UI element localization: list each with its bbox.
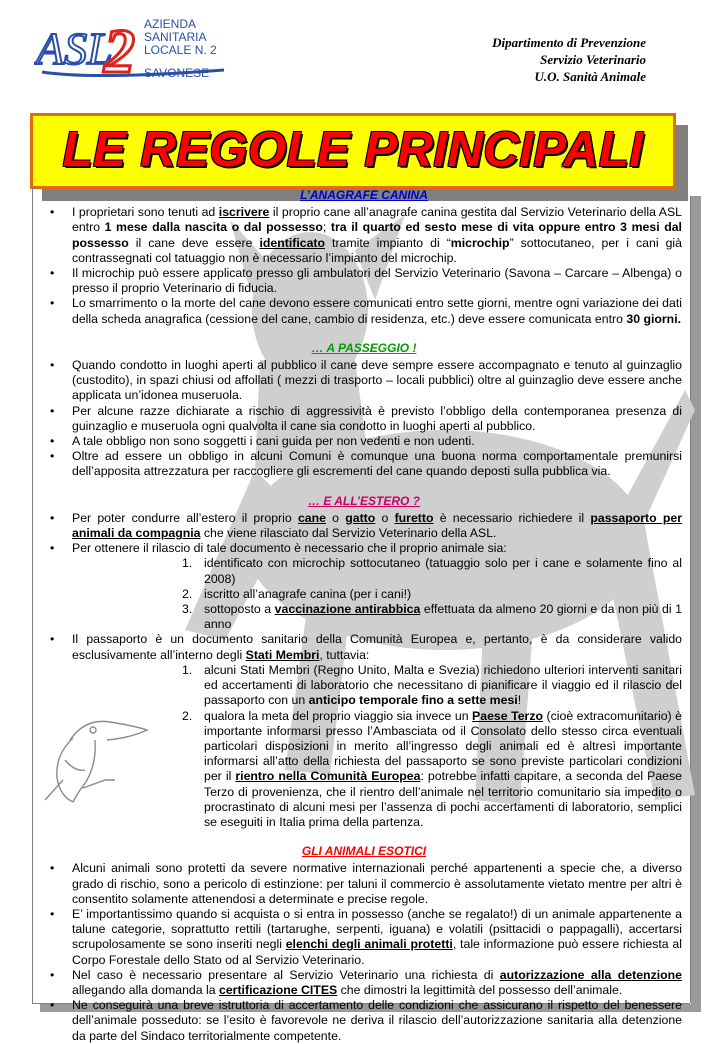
- logo-line2: SANITARIA: [144, 30, 207, 44]
- list-item: • A tale obbligo non sono soggetti i cani guida per non vedenti e non udenti.: [46, 434, 682, 449]
- asl-logo: [34, 14, 234, 84]
- department-line1: Dipartimento di Prevenzione: [492, 35, 646, 50]
- section-heading-estero: … E ALL’ESTERO ?: [307, 493, 420, 508]
- numbered-item: 1. identificato con microchip sottocutaneo (tatuaggio solo per i cane e solamente fino al 2008): [182, 556, 682, 586]
- logo-line3: LOCALE N. 2: [144, 43, 217, 57]
- list-item: • Per poter condurre all’estero il proprio cane o gatto o furetto è necessario richiedere il passaporto per animali da compagnia che viene rilasciato dal Servizio Veterinario della ASL.: [46, 511, 682, 541]
- list-item: • Oltre ad essere un obbligo in alcuni Comuni è comunque una buona norma comportamentale premunirsi dell’apposita attrezzatura per raccogliere gli escrementi del cane quando deposti sulla pubblica via.: [46, 449, 682, 479]
- logo-line4: SAVONESE: [144, 66, 210, 80]
- list-item: • Ne conseguirà una breve istruttoria di accertamento delle condizioni che assicurano il rispetto del benessere dell’animale posseduto: se l’esito è favorevole ne deriva il rilascio dell’autorizzazione sanitaria alla detenzione da parte del Sindaco territorialmente competente.: [46, 998, 682, 1044]
- numbered-item: 1. alcuni Stati Membri (Regno Unito, Malta e Svezia) richiedono ulteriori interventi sanitari ed accertamenti di laboratorio che necessitano di pianificare il viaggio ed il rilascio del passaporto con un anticipo temporale fino a sette mesi!: [182, 662, 682, 708]
- logo-number: 2: [104, 18, 135, 84]
- list-item: • Il microchip può essere applicato presso gli ambulatori del Servizio Veterinario (Savona – Carcare – Albenga) o presso il proprio Veterinario di fiducia.: [46, 266, 682, 296]
- list-item: • Per alcune razze dichiarate a rischio di aggressività è previsto l’obbligo della contemporanea presenza di guinzaglio e museruola ogni qualvolta il cane sia condotto in luoghi aperti al pubblico.: [46, 404, 682, 434]
- list-item: • I proprietari sono tenuti ad iscrivere il proprio cane all’anagrafe canina gestita dal Servizio Veterinario della ASL entro 1 mese dalla nascita o dal possesso; tra il quarto ed sesto mese di vita oppure entro 3 mesi dal possesso il cane deve essere identificato tramite impianto di “microchip” sottocutaneo, per i cani già contrassegnati col tatuaggio non è necessario l’impianto del microchip.: [46, 205, 682, 266]
- title-box: [30, 113, 676, 189]
- section-heading-anagrafe: L’ANAGRAFE CANINA: [300, 188, 428, 202]
- page-title: LE REGOLE PRINCIPALI: [62, 123, 644, 177]
- list-item: • Nel caso è necessario presentare al Servizio Veterinario una richiesta di autorizzazione alla detenzione allegando alla domanda la certificazione CITES che dimostri la legittimità del possesso dell’animale.: [46, 968, 682, 998]
- list-item: • Lo smarrimento o la morte del cane devono essere comunicati entro sette giorni, mentre ogni variazione dei dati della scheda anagrafica (cessione del cane, cambio di residenza, etc.) deve essere comunicata entro 30 giorni.: [46, 296, 682, 326]
- list-item: • Alcuni animali sono protetti da severe normative internazionali perché appartenenti a specie che, a diverso grado di rischio, sono a pericolo di estinzione: per taluni il commercio è assolutamente vietato mentre per altri è consentito solamente attenendosi a determinate e precise regole.: [46, 861, 682, 907]
- department-line2: Servizio Veterinario: [540, 52, 646, 67]
- department-line3: U.O. Sanità Animale: [534, 69, 646, 84]
- frame-left: [32, 186, 33, 1003]
- logo-line1: AZIENDA: [144, 17, 197, 31]
- list-item: • Quando condotto in luoghi aperti al pubblico il cane deve sempre essere accompagnato e tenuto al guinzaglio (custodito), in spazi chiusi od affollati ( mezzi di trasporto – locali pubblici) oltre al guinzaglio deve essere anche applicata un’idonea museruola.: [46, 358, 682, 404]
- numbered-item: 2. iscritto all’anagrafe canina (per i cani!): [182, 586, 412, 601]
- list-item: • Il passaporto è un documento sanitario della Comunità Europea e, pertanto, è da considerare valido esclusivamente all’interno degli Stati Membri, tuttavia:: [46, 632, 682, 662]
- logo-letters: ASL: [36, 23, 113, 74]
- document-body: [46, 187, 682, 1044]
- numbered-item: 3. sottoposto a vaccinazione antirabbica effettuata da almeno 20 giorni e da non più di 1 anno: [182, 602, 682, 632]
- section-heading-passeggio: … A PASSEGGIO !: [311, 340, 417, 355]
- list-item: • Per ottenere il rilascio di tale documento è necessario che il proprio animale sia:: [46, 541, 682, 556]
- department-header: [492, 34, 646, 85]
- section-heading-esotici: GLI ANIMALI ESOTICI: [301, 844, 427, 859]
- numbered-item: 2. qualora la meta del proprio viaggio sia invece un Paese Terzo (cioè extracomunitario) è importante informarsi presso l’Ambasciata od il Consolato dello stesso circa eventuali particolari disposizioni in merito all’ingresso degli animali ed è altresì importante informarsi all’atto della richiesta del passaporto se sono previste particolari condizioni per il rientro nella Comunità Europea: potrebbe infatti capitare, a seconda del Paese Terzo di provenienza, che il rientro dell’animale nel territorio comunitario sia impedito o procrastinato di alcuni mesi per l’assenza di pochi accertamenti di laboratorio, semplici se eseguiti in Italia prima della partenza.: [182, 708, 682, 829]
- list-item: • E’ importantissimo quando si acquista o si entra in possesso (anche se regalato!) di un animale appartenente a talune categorie, soprattutto rettili (tartarughe, serpenti, iguana) e volatili (psittacidi o pappagalli), accertarsi scrupolosamente se sono inseriti negli elenchi degli animali protetti, tale informazione può essere richiesta al Corpo Forestale dello Stato od al Servizio Veterinario.: [46, 907, 682, 968]
